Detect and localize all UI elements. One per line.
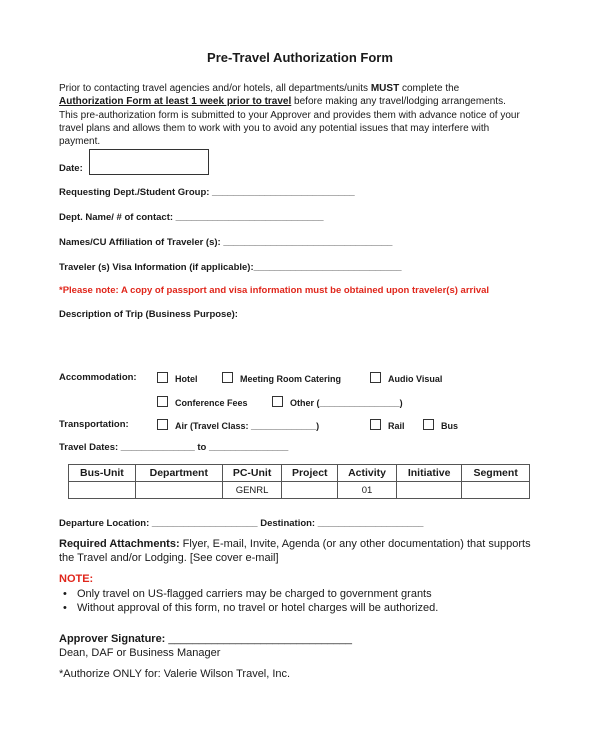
conference-checkbox[interactable]: [157, 396, 168, 407]
requesting-dept-field[interactable]: Requesting Dept./Student Group: ___________________________: [59, 187, 355, 198]
account-table: [68, 464, 530, 499]
list-item: • Without approval of this form, no travel or hotel charges will be authorized.: [59, 601, 438, 615]
table-cell[interactable]: 01: [338, 482, 397, 499]
table-header: Project: [282, 465, 338, 482]
intro-line2-post: before making any travel/lodging arrangements.: [291, 96, 506, 108]
intro-line1-post: complete the: [399, 83, 460, 94]
date-input[interactable]: [89, 149, 209, 175]
accommodation-label: Accommodation:: [59, 372, 137, 383]
table-header: Bus-Unit: [69, 465, 136, 482]
hotel-label: Hotel: [175, 374, 198, 384]
intro-paragraph: [59, 82, 559, 148]
intro-line1-pre: Prior to contacting travel agencies and/or hotels, all departments/units: [59, 83, 371, 94]
travel-dates-field[interactable]: Travel Dates: ______________ to _______________: [59, 442, 289, 453]
approver-block: [59, 632, 352, 660]
audio-option[interactable]: [370, 372, 442, 384]
air-label: Air (Travel Class: _____________): [175, 421, 320, 431]
date-label: Date:: [59, 163, 83, 174]
table-header: Segment: [462, 465, 530, 482]
table-cell[interactable]: [462, 482, 530, 499]
bus-option[interactable]: [423, 419, 458, 431]
bus-label: Bus: [441, 421, 459, 431]
approver-sub: Dean, DAF or Business Manager: [59, 647, 221, 659]
intro-line5: payment.: [59, 136, 101, 148]
air-option[interactable]: [157, 419, 319, 431]
attachments-text1: Flyer, E-mail, Invite, Agenda (or any other documentation) that supports: [179, 538, 531, 550]
intro-line3: This pre-authorization form is submitted to your Approver and provides them with advance notice of your: [59, 109, 520, 121]
note-list: [59, 587, 438, 615]
table-header: Activity: [338, 465, 397, 482]
other-label: Other (________________): [290, 398, 403, 408]
meeting-label: Meeting Room Catering: [240, 374, 342, 384]
table-header-row: [69, 465, 530, 482]
table-cell[interactable]: [135, 482, 222, 499]
table-header: Department: [135, 465, 222, 482]
visa-info-field[interactable]: Traveler (s) Visa Information (if applicable):____________________________: [59, 262, 402, 273]
passport-note: *Please note: A copy of passport and visa information must be obtained upon traveler(s) arrival: [59, 285, 490, 296]
audio-label: Audio Visual: [388, 374, 443, 384]
note-label: NOTE:: [59, 573, 94, 585]
table-header: PC-Unit: [222, 465, 282, 482]
table-cell[interactable]: [282, 482, 338, 499]
transportation-label: Transportation:: [59, 419, 129, 430]
conference-label: Conference Fees: [175, 398, 248, 408]
attachments-text2: the Travel and/or Lodging. [See cover e-mail]: [59, 552, 279, 564]
rail-label: Rail: [388, 421, 405, 431]
hotel-option[interactable]: [157, 372, 198, 384]
approver-label: Approver Signature:: [59, 633, 166, 645]
rail-checkbox[interactable]: [370, 419, 381, 430]
air-checkbox[interactable]: [157, 419, 168, 430]
names-affiliation-field[interactable]: Names/CU Affiliation of Traveler (s): ________________________________: [59, 237, 393, 248]
rail-option[interactable]: [370, 419, 405, 431]
bus-checkbox[interactable]: [423, 419, 434, 430]
trip-description-label: Description of Trip (Business Purpose):: [59, 309, 238, 320]
conference-option[interactable]: [157, 396, 248, 408]
attachments-label: Required Attachments:: [59, 538, 180, 550]
approver-signature-line[interactable]: ______________________________: [165, 633, 352, 645]
other-checkbox[interactable]: [272, 396, 283, 407]
table-cell[interactable]: GENRL: [222, 482, 282, 499]
table-cell[interactable]: [396, 482, 461, 499]
list-item: • Only travel on US-flagged carriers may be charged to government grants: [59, 587, 438, 601]
intro-deadline: Authorization Form at least 1 week prior to travel: [59, 96, 292, 108]
footer-note: *Authorize ONLY for: Valerie Wilson Travel, Inc.: [59, 668, 291, 680]
intro-must: MUST: [370, 83, 400, 94]
table-header: Initiative: [396, 465, 461, 482]
meeting-checkbox[interactable]: [222, 372, 233, 383]
intro-line4: travel plans and allows them to work with you to avoid any potential issues that may interfere with: [59, 122, 490, 134]
meeting-option[interactable]: [222, 372, 341, 384]
other-option[interactable]: [272, 396, 403, 408]
attachments-block: [59, 537, 531, 565]
audio-checkbox[interactable]: [370, 372, 381, 383]
locations-field[interactable]: Departure Location: ____________________ Destination: ____________________: [59, 518, 424, 529]
form-title: Pre-Travel Authorization Form: [207, 50, 393, 65]
dept-name-field[interactable]: Dept. Name/ # of contact: ____________________________: [59, 212, 324, 223]
hotel-checkbox[interactable]: [157, 372, 168, 383]
table-row: [69, 482, 530, 499]
table-cell[interactable]: [69, 482, 136, 499]
